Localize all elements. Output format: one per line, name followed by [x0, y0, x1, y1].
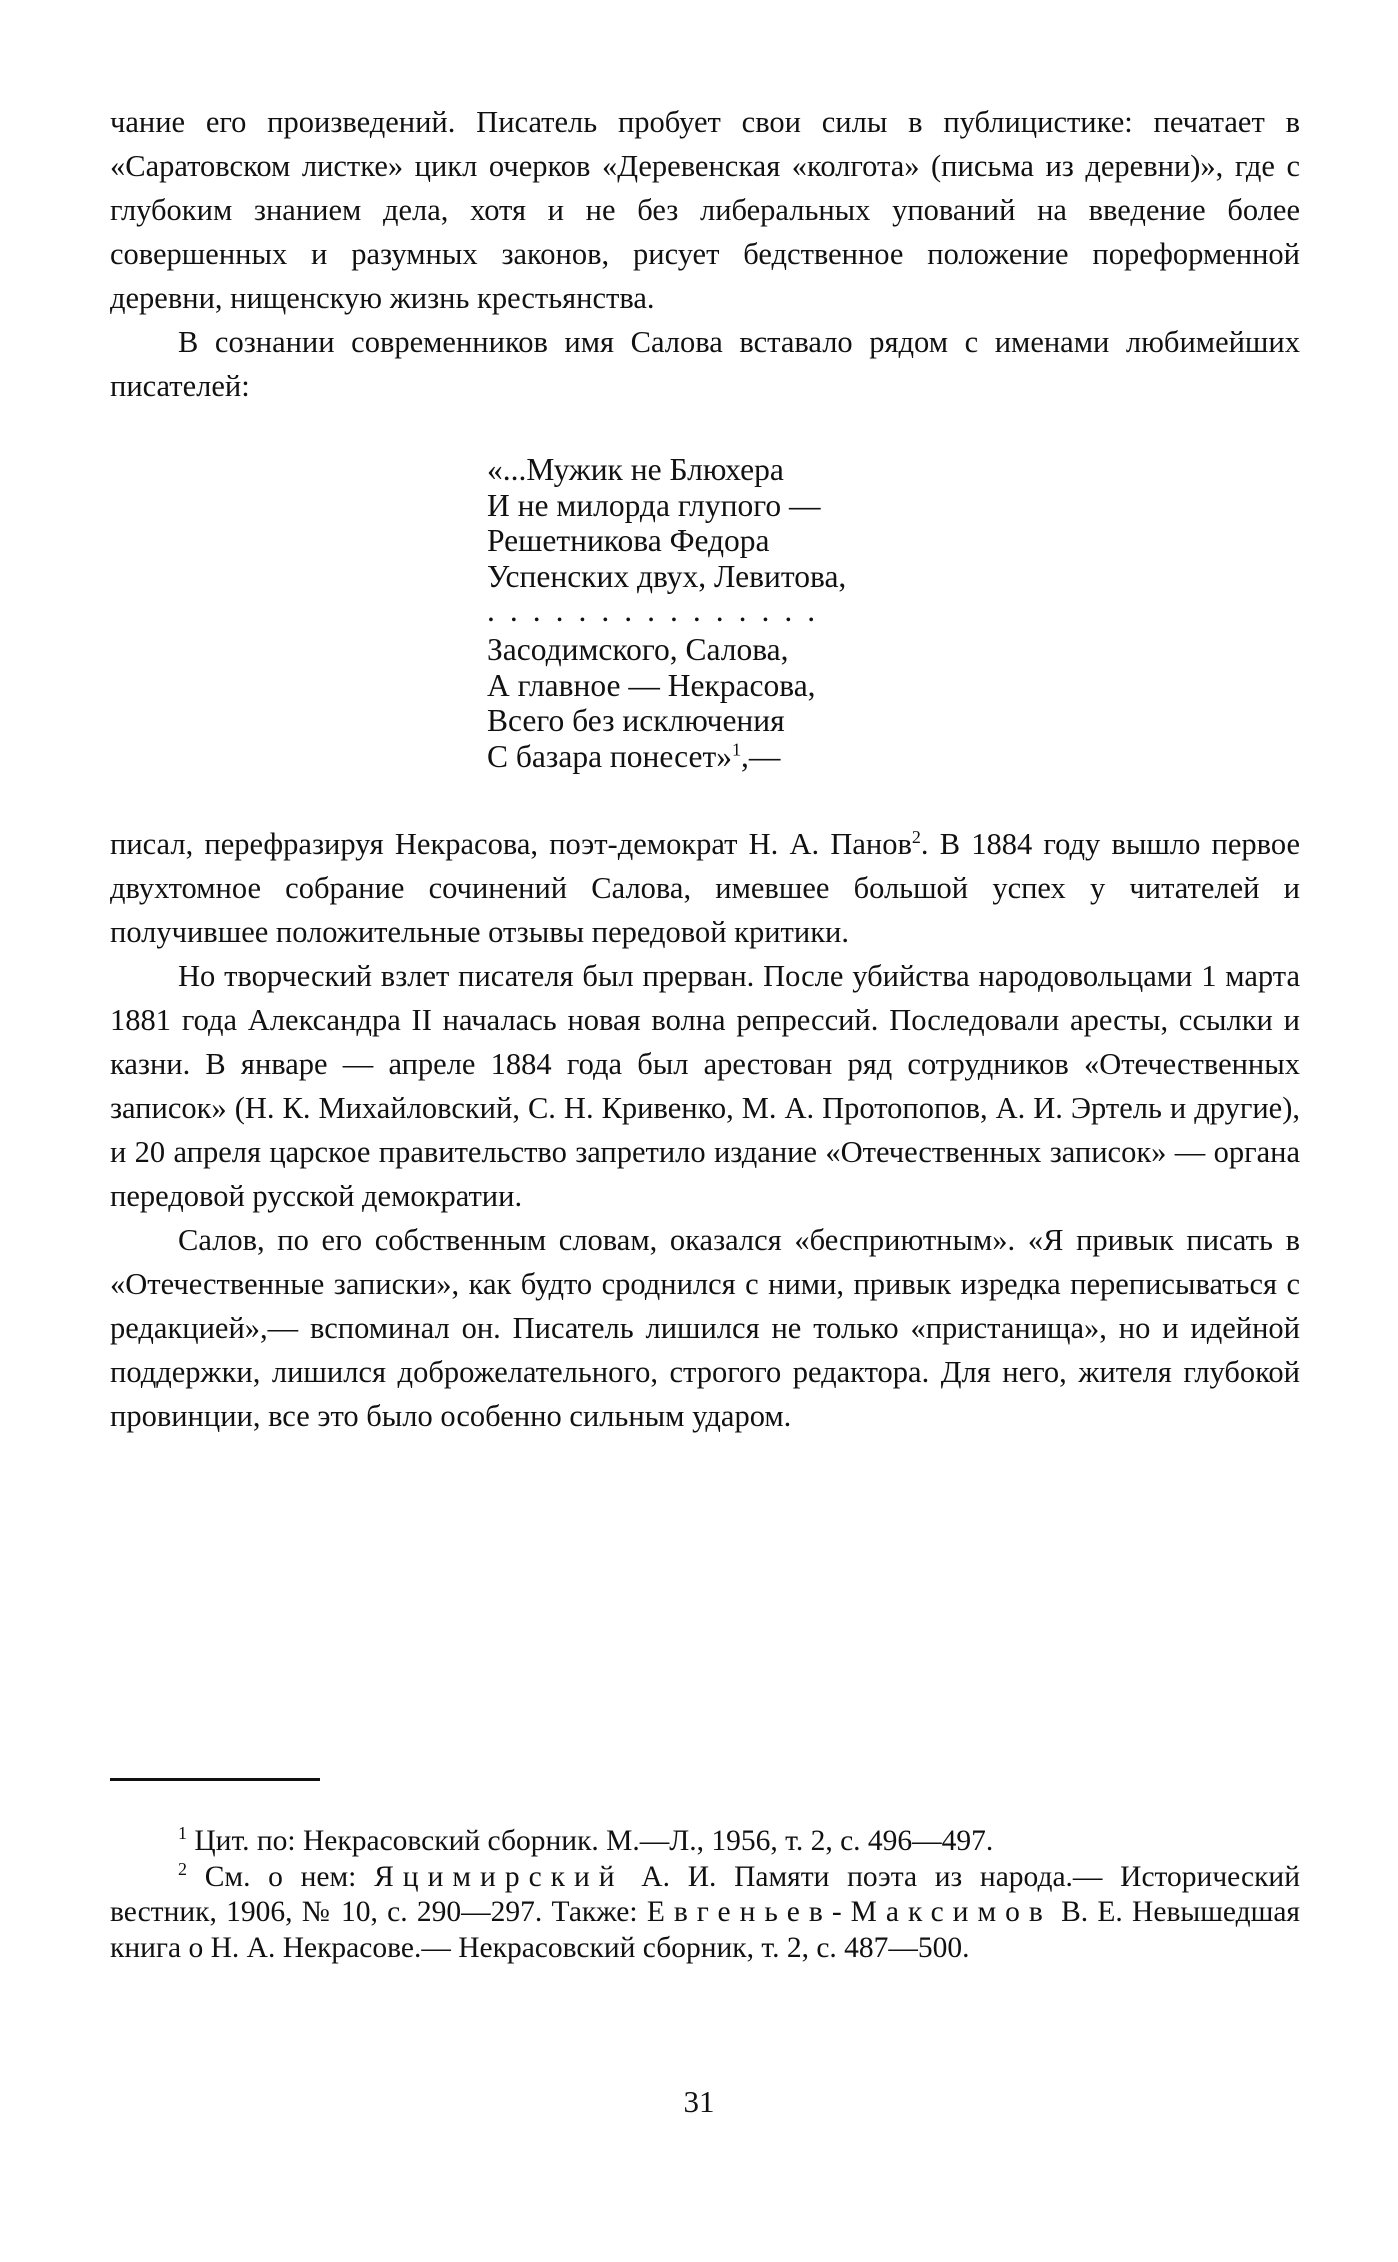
footnote-marker: 2: [178, 1858, 187, 1879]
poem-line: «...Мужик не Блюхера: [487, 452, 784, 487]
footnote-text: Цит. по: Некрасовский сборник. М.—Л., 1956, т. 2, с. 496—497.: [187, 1825, 994, 1857]
poem-line: Всего без исключения: [487, 703, 785, 738]
footnote-text: См. о нем:: [187, 1860, 375, 1893]
footnote-text: В. Е. Невышедшая книга о Н. А. Некрасове.— Некрасовский сборник, т. 2, с. 487—500.: [110, 1896, 1300, 1964]
poem-line: Засодимского, Салова,: [487, 632, 789, 667]
poem-line: И не милорда глупого —: [487, 487, 821, 523]
poem-last-line: [487, 739, 1300, 775]
paragraph-3: [110, 822, 1300, 954]
footnote-author: Евгеньев-Максимов: [646, 1896, 1052, 1928]
paragraph-3-text-b: . В 1884 году вышло первое двухтомное собрание сочинений Салова, имевшее большой успех у читателей и получившее положительные отзывы передовой критики.: [110, 827, 1300, 949]
poem-line: А главное — Некрасова,: [487, 667, 816, 703]
footnote-text: А. И. Памяти поэта из народа.— Исторический вестник, 1906, № 10, с. 290—297. Также:: [110, 1860, 1300, 1928]
poem-line-tail: ,—: [741, 738, 781, 774]
paragraph-4: Но творческий взлет писателя был прерван. После убийства народовольцами 1 марта 1881 года Александра II началась новая волна репрессий. Последовали аресты, ссылки и казни. В январе — апреле 1884 года был арестован ряд сотрудников «Отечественных записок» (Н. К. Михайловский, С. Н. Кривенко, М. А. Протопопов, А. И. Эртель и другие), и 20 апреля царское правительство запретило издание «Отечественных записок» — органа передовой русской демократии.: [110, 959, 1300, 1213]
footnote-ref-2: 2: [911, 826, 921, 847]
poem-ellipsis: ...............: [487, 593, 831, 628]
poem-quote: [487, 452, 1300, 774]
footnote-divider: [110, 1778, 320, 1781]
footnote-2: [110, 1860, 1300, 1967]
paragraph-5: Салов, по его собственным словам, оказался «бесприютным». «Я привык писать в «Отечественные записки», как будто сроднился с ними, привык изредка переписываться с редакцией»,— вспоминал он. Писатель лишился не только «пристанища», но и идейной поддержки, лишился доброжелательного, строгого редактора. Для него, жителя глубокой провинции, все это было особенно сильным ударом.: [110, 1223, 1300, 1433]
footnote-1: [110, 1824, 1300, 1860]
footnote-marker: 1: [178, 1823, 187, 1844]
page-body: [110, 100, 1300, 1438]
footnote-author: Яцимирский: [374, 1860, 624, 1893]
footnote-ref-1: 1: [732, 739, 742, 759]
poem-line: Решетникова Федора: [487, 523, 770, 558]
paragraph-1: чание его произведений. Писатель пробует свои силы в публицистике: печатает в «Саратовском листке» цикл очерков «Деревенская «колгота» (письма из деревни)», где с глубоким знанием дела, хотя и не без либеральных упований на введение более совершенных и разумных законов, рисует бедственное положение пореформенной деревни, нищенскую жизнь крестьянства.: [110, 105, 1300, 315]
poem-line-text: С базара понесет»: [487, 738, 733, 774]
paragraph-2: В сознании современников имя Салова вставало рядом с именами любимейших писателей:: [110, 325, 1300, 403]
paragraph-3-text-a: писал, перефразируя Некрасова, поэт-демократ Н. А. Панов: [110, 827, 912, 861]
poem-line: Успенских двух, Левитова,: [487, 558, 847, 594]
page-number: 31: [683, 2084, 715, 2119]
footnotes: [110, 1824, 1300, 1966]
